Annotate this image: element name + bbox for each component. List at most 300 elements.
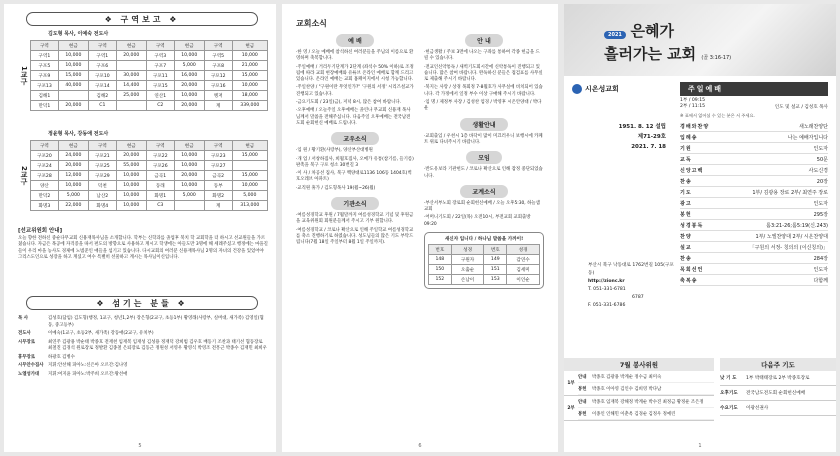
meeting-label: 모임 [466,151,502,164]
table-cell: 구역1 [88,51,116,61]
order-value: 1부/ 노엘찬양대 2부/ 시온찬양대 [755,233,828,240]
bible-table [428,244,540,285]
title-block [604,20,731,64]
notice-line: ※ 표에서 없어셨 수 있는 분은 서 주세요. [680,113,755,118]
bulletin-page-6 [282,4,558,452]
news-item: ·여름성경학교 / 코로나 확산으로 인해 주일학교 여름성경학교를 축소 진행하기로 하였습니다. 성도님들의 많은 기도 부탁드립니다(7월 18일 주일부터 8월 1일 주일까지). [296,227,414,246]
table-cell: 20,000 [174,81,204,91]
table-cell [232,161,267,171]
news-item: ·헌금생활 / 주보 3면에 나오는 구좌를 통하여 각종 헌금을 드릴 수 있습니다. [424,50,540,62]
worship-label: 예 배 [336,34,374,47]
founded: 1951. 8. 12 설립 [618,124,666,130]
order-key: 찬양 [680,233,692,240]
order-key: 성경봉독 [680,222,704,229]
table-cell: 153 [484,275,507,285]
church-logo [572,84,650,94]
table-cell: 동부 [204,181,232,191]
order-key: 설교 [680,244,692,251]
table-cell: 18,000 [232,91,267,101]
volunteer-names: 이종인 인해민 이춘옥 김경순 김정우 정예린 [592,411,676,417]
news-title: 교회소식 [296,19,327,28]
volunteer-block [564,358,714,421]
table-header-cell: 성경 [451,245,484,255]
table-cell: 5,000 [232,191,267,201]
date: 2021. 7. 18 [631,144,666,150]
bulletin-page-5 [4,4,276,452]
page-number: 1 [698,443,702,449]
region1-label: 1교구 [20,66,28,85]
volunteer-line [578,396,714,408]
tel: T. 051-331-6781 [588,287,626,292]
order-value: 295장 [813,211,828,218]
news-item: ·임 명 / 제정부 사장 / 김성찬 엄경 / 박영후 시온안양대 / 박다운 [424,100,542,112]
table-cell: 21,000 [232,61,267,71]
table-cell: 14,400 [116,81,146,91]
table-row [31,61,268,71]
table-cell: 만덕2 [31,191,59,201]
servants-title: 섬기는 분들 [112,298,172,308]
issue-info [576,122,666,152]
table-row [31,91,268,101]
table-header-cell: 현금 [232,41,267,51]
order-row [680,121,828,132]
table-cell: 10,000 [232,81,267,91]
order-key: 목회선언 [680,266,704,273]
volunteer-names: 박종호 김광용 박계순 정수금 최미숙 [592,374,662,380]
volunteer-label: 봉헌 [578,411,587,417]
table-header-cell: 구역 [204,141,232,151]
news-item: ·입 원 / 황기환(사랑부), 양산부산대병원 [296,148,373,154]
table-cell: 10,000 [232,51,267,61]
bottom-band [564,358,836,448]
table-cell: 10,000 [116,171,146,181]
table-cell: 25,000 [116,91,146,101]
order-row [680,198,828,209]
order-row [680,231,828,242]
next-prayer-list [720,371,836,416]
connect-label: 교계소식 [460,185,507,198]
table-cell: 김세미 [507,265,540,275]
table-cell: 김해1 [31,91,59,101]
table-cell: 152 [429,275,452,285]
region2-label: 2교구 [20,166,28,185]
news-item: ·개 업 / 서창하집사, 희월호집사, 오메가 유통(참기름, 들기름)판촉을 북구 구포 청소 30번길 3 [296,156,414,168]
table-cell: 5,000 [58,191,88,201]
volume: 제71-29호 [637,134,666,140]
region2-table [30,140,268,211]
table-header-cell: 구역 [88,41,116,51]
table-cell: 구포10 [88,71,116,81]
table-cell: 엥저 [204,91,232,101]
order-row [680,154,828,165]
volunteer-label: 안내 [578,399,587,405]
edu-items [296,148,414,192]
table-cell: 구포12 [204,71,232,81]
table-cell: 구포22 [146,151,174,161]
order-row [680,275,828,286]
table-cell: 구포26 [146,161,174,171]
table-cell: 양산 [31,181,59,191]
order-row [680,132,828,143]
life-items [424,134,544,147]
verse: (골 3:16-17) [701,55,732,61]
table-header-cell: 구역 [146,41,174,51]
table-row [31,161,268,171]
table-cell: 연산1 [146,91,174,101]
table-cell: 15,000 [232,71,267,81]
servant-role: 휴무장로 [18,354,35,360]
servant-names: 지휘:여지윤 피아노:박주희 오르간:왕선애 [48,371,128,377]
table-header-cell: 현금 [116,141,146,151]
order-value: 인도자 [813,266,828,273]
service-meta: 인도 및 설교 / 김성호 목사 [774,105,828,110]
next-key: 오후기도 [720,391,738,396]
missionary-block [18,226,268,261]
region1-block [18,30,268,111]
servant-role: 시무안수집사 [18,363,44,368]
order-key: 입례송 [680,134,698,141]
table-cell: 손남이 [451,275,484,285]
table-cell: 5,000 [174,61,204,71]
table-cell: 구포16 [204,81,232,91]
order-row [680,176,828,187]
volunteer-part: 1부 [567,381,575,386]
title-line2: 흘러가는 교회 [604,45,697,63]
order-of-service [680,121,828,286]
section-report-banner [26,12,258,26]
table-cell: 금곡1 [146,171,174,181]
table-cell: 구포6 [88,61,116,71]
order-key: 기원 [680,145,692,152]
table-cell: 10,000 [58,61,88,71]
order-value: 인도자 [813,145,828,152]
table-cell [116,61,146,71]
volunteer-line [578,383,714,395]
order-key: 교독 [680,156,692,163]
worship-items [296,50,414,127]
next-key: 수요기도 [720,406,738,411]
table-cell: 10,000 [116,191,146,201]
table-row [31,71,268,81]
servant-role: 시무장로 [18,339,35,345]
contact-info [588,262,678,310]
table-cell: 구포24 [31,161,59,171]
table-cell: 10,000 [174,91,204,101]
table-cell: 30,000 [116,71,146,81]
table-cell: 55,000 [116,161,146,171]
volunteer-row [564,371,714,396]
title-line1: 은혜가 [630,22,674,40]
volunteer-names: 박종호 이아영 김인수 김희영 박다남 [592,386,662,392]
diamond-icon: ❖ [96,298,113,308]
table-header-cell: 현금 [58,141,88,151]
servants-list [18,316,268,380]
news-item: ·여름성경학교 후원 / 7월말까지 여름성경학교 기념 및 후원금을 교육위원회 회원분들께서 주시고 기부 원합니다. [296,213,414,225]
table-cell: 화명3 [31,201,59,211]
table-cell [174,201,204,211]
order-key: 봉헌 [680,211,692,218]
table-cell: 구역5 [204,51,232,61]
table-cell: 구포29 [88,171,116,181]
table-cell: 10,000 [58,181,88,191]
table-cell: 구포9 [31,71,59,81]
order-value: 사도신경 [808,167,828,174]
table-header-cell: 구역 [31,141,59,151]
table-row [31,51,268,61]
volunteer-body [578,396,714,420]
table-header-cell: 현금 [232,141,267,151]
servant-row [18,372,268,379]
table-cell: 구포28 [31,171,59,181]
table-cell: 20,000 [174,101,204,111]
table-cell: 313,000 [232,201,267,211]
notice-items [424,50,544,113]
service-label: 주일예배 [680,82,828,96]
table-cell: 구포27 [204,161,232,171]
table-cell: 구포21 [88,151,116,161]
table-cell: 16,000 [174,71,204,81]
order-value: 1부/ 김광용 장로 2부/ 최연주 장로 [752,189,828,196]
org-label: 기관소식 [331,197,378,210]
table-cell: 15,000 [232,151,267,161]
section-report-title: 구역보고 [120,14,164,24]
servant-names: 지휘:안선해 피아노:신은아 오르간:김나영 [48,363,128,368]
order-value: 롬3:21-26;롬5:19(신.243) [766,222,828,229]
table-cell: 동래 [146,181,174,191]
table-cell: 10,000 [116,181,146,191]
table-cell: 오출순 [451,265,484,275]
order-key: 경배와찬양 [680,123,710,130]
servant-row [18,355,268,362]
region1-table [30,40,268,111]
table-header-cell: 구역 [31,41,59,51]
volunteer-title: 7월 봉사위원 [564,358,714,371]
table-cell: 김해2 [88,91,116,101]
servant-names: 하광호 김병수 [48,354,75,360]
servant-row [18,363,268,370]
table-cell: 10,000 [174,181,204,191]
news-item: ·전교인신약통독 / 새벽기도회시간에 신약통독이 진행되고 있습니다. 많은 참여 바랍니다. 완독하신 분들은 접검표를 사무실로 제출해 주시기 바랍니다. [424,64,543,83]
news-item: ·금요기도회 / 23일(금), 저녁 8시, 많은 참여 바랍니다. [296,100,401,106]
table-cell: C1 [88,101,116,111]
table-header-cell: 현금 [116,41,146,51]
table-cell: 화명4 [88,201,116,211]
order-value: 20장 [816,178,828,185]
fax: F. 051-331-6786 [588,303,626,308]
order-value: 나는 예배자입니다 [787,134,828,141]
table-cell: 10,000 [116,201,146,211]
order-value: 새노래찬양단 [799,123,828,130]
table-cell: 구포11 [146,71,174,81]
volunteer-label: 봉헌 [578,386,587,392]
table-row [429,255,540,265]
order-value: 다함께 [813,277,828,284]
news-item: ·반도유보라 기관헌도 / 코로나 확산으로 인해 잠정 중단되었습니다. [424,167,543,179]
diamond-icon: ❖ [163,14,180,24]
table-cell: 이인순 [507,275,540,285]
servants-banner [26,296,258,310]
table-header-cell: 현금 [58,41,88,51]
next-row [720,386,836,401]
table-cell: 구포15 [146,81,174,91]
volunteer-list [564,371,714,421]
order-row [680,143,828,154]
table-row [31,171,268,181]
news-item: ·어머니기도회 / 22일(목) 오전10시, 부전교회 교회출방 09:20 [424,215,531,227]
table-cell: 금곡2 [204,171,232,181]
next-value: 1부 박태태장로 2부 박종호장로 [746,376,810,381]
service-times: 1부 / 09:15 2부 / 11:15 [680,98,706,109]
table-cell: 20,000 [58,101,88,111]
address: 부산시 북구 낙동대로 1762번길 105(구포동) [588,263,674,276]
news-item: ·주일예배 / 거리두기단계가 2단계 (좌석수 50% 이하)로 조정됨에 따라 교회 현장예배와 유튜브 온라인 예배로 함께 드리고 있습니다. 온라인 예배는 교회 홈페이지에서 시청 가능합니다. [296,64,414,83]
table-cell: C3 [146,201,174,211]
servant-row [18,340,268,353]
table-cell: 24,000 [58,151,88,161]
table-cell: 구포8 [204,61,232,71]
table-cell: 감연수 [507,255,540,265]
next-row [720,371,836,386]
region2-block [18,130,268,211]
url-link[interactable]: http://zionc.kr [588,279,625,284]
church-name: 시온성교회 [585,85,619,93]
table-cell: 339,000 [232,101,267,111]
table-header-cell: 성경 [507,245,540,255]
table-cell: 구포14 [88,81,116,91]
table-cell: 20,000 [116,151,146,161]
table-cell: 덕천 [88,181,116,191]
order-key: 찬송 [680,178,692,185]
page-number: 5 [138,443,142,449]
table-cell: 10,000 [174,161,204,171]
table-cell: 20,000 [116,51,146,61]
table-row [429,275,540,285]
table-cell: 15,000 [58,71,88,81]
table-header-cell: 구역 [88,141,116,151]
diamond-icon: ❖ [104,14,121,24]
news-item: ·오후예배 / 오늘주일 오후예배는 졸린나 무교회 신용재 목사님께서 말씀을 전해주십니다. 다음주일 오후예배는 전국남전도회 순회헌신 예배로 드립니다. [296,108,411,126]
news-item: ·교회출입 / 우천시 1층 바닥이 많이 미끄러우니 보행시에 카페트 위로 다녀주시기 바랍니다. [424,133,543,145]
news-item: ·교직원 휴가 / 김도형목사 19(월~26(월) [296,185,376,191]
region2-head: 정윤형 목사, 강동애 전도사 [48,131,109,137]
news-left-column [296,34,414,249]
table-cell: 149 [484,255,507,265]
news-item: ·주일찬양 / "구원이란 무엇인가?" '구원의 서정' 시리즈설교가 진행되고 있습니다. [296,85,414,97]
servant-role: 전도사 [18,331,31,336]
order-row [680,209,828,220]
next-prayer-block [720,358,836,421]
table-cell: 만덕1 [31,101,59,111]
next-value: 전국남도전도회 순회헌신예배 [746,391,806,396]
table-header-cell: 구역 [146,141,174,151]
order-value: 50문 [816,156,828,163]
servant-role: 목 사 [18,316,29,321]
table-cell: 구포7 [146,61,174,71]
next-row [720,401,836,416]
table-header-cell: 번호 [429,245,452,255]
edu-label: 교우소식 [331,132,378,145]
table-cell: 남산2 [88,191,116,201]
table-row [31,101,268,111]
volunteer-row [564,396,714,421]
table-header-cell: 구역 [204,41,232,51]
table-cell: 148 [429,255,452,265]
table-cell: 20,000 [58,161,88,171]
servant-names: 이예숙(1교구, 초등2부, 새가족) 강동애(2교구, 유치부) [48,331,154,336]
table-row [31,81,268,91]
page-number: 6 [418,443,422,449]
servant-role: 노엘성가대 [18,371,40,377]
cover-header [564,4,836,76]
order-key: 광고 [680,200,692,207]
servant-names: 최연주 김광용 박순태 박종호 전재천 임재복 임재성 김성용 정재덕 강희범 김우호 배동기 조찬과 태기선 협동장로 최철진 김경석 원로장로 정발환 김종철 은퇴장로 김동근 정원성 서영우 황영식 박영조 전흥근 박종수 김재민 최희우 [48,339,267,351]
table-cell: 계 [204,201,232,211]
table-cell: 10,000 [174,151,204,161]
next-value: 이광선권사 [746,406,769,411]
new-member-box [424,232,544,289]
next-prayer-title: 다음주 기도 [720,358,836,371]
order-key: 축복송 [680,277,698,284]
table-row [31,201,268,211]
volunteer-names: 박종호 임재복 강해정 박계순 박수진 최정금 황정운 조은정 [592,399,704,405]
table-cell: 150 [429,265,452,275]
table-cell: 구포23 [204,151,232,161]
table-cell: 구포13 [31,81,59,91]
table-cell: 구원자 [451,255,484,265]
table-cell [58,91,88,101]
order-row [680,187,828,198]
church-logo-icon [572,84,582,94]
order-key: 찬송 [680,255,692,262]
news-item: ·북지는 사랑 / 상경 목회정 7-8월호가 사무실에 비치되어 있습니다. 각 가정에서 일정 부수 이상 구매해 주시기 바랍니다. [424,85,543,97]
region1-head: 김도형 목사, 이예숙 전도사 [48,31,109,37]
order-row [680,253,828,264]
table-header-cell: 현금 [174,141,204,151]
news-item: ·이 사 / 차공선 집사, 북구 백양대로1136 106동 1404호(벽호오레브 아파트) [296,171,412,183]
order-value: 인도자 [813,200,828,207]
table-cell [116,101,146,111]
order-row [680,165,828,176]
service-block [680,82,828,286]
order-value: 「구원의 서정- 칭의의 (이신칭의)」 [749,244,828,251]
table-cell: 10,000 [174,51,204,61]
volunteer-line [578,371,714,383]
news-item: ·한 영 / 오늘 예배에 참석하신 여러분들을 주님의 이름으로 환영하며 축복합니다. [296,50,414,62]
table-cell: 151 [484,265,507,275]
order-row [680,242,828,253]
news-item: ·부산서부노회 장로회 순회헌신예배 / 오늘 오후5:30, 하늘샘교회 [424,200,540,213]
next-key: 낮 기 도 [720,376,737,381]
missionary-text: 오늘 향한 전하신 중순다무교회 신용재목사님을 소개합니다. 학부는 신학과를 졸업후 북치 학 교회학을 더 하시고 선교원들을 가르쳤습니다. 자금은 목공에 자격증을 따서 펀도의 방향으로 사용하고 계시고 학생에는 아들도만 3명에 해 세례주셨고 행정에는 마을길들이 우리 마을 농사도 경제에 노범준인 애들을 섬기고 있습니다. 다시교회의 여러분 신용재목사님 2명의 자녀의 건강을 있었어야 그리스도인으로 성장을 하고 계셨고 여수 특별히 선물하고 계시는 목사님이신입니다. [18,236,268,260]
volunteer-part: 2부 [567,406,575,411]
order-row [680,220,828,231]
tel2: 6787 [632,295,644,300]
table-cell: 구포25 [88,161,116,171]
table-header-cell: 번호 [484,245,507,255]
servant-row [18,331,268,338]
news-right-column [424,34,544,289]
year-badge: 2021 [604,31,626,39]
table-row [31,191,268,201]
table-header-cell: 현금 [174,41,204,51]
missionary-title: [선교위원회 안내] [18,228,63,234]
servant-row [18,316,268,329]
meeting-items [424,167,544,180]
connect-items [424,201,544,228]
table-cell: 구역1 [31,51,59,61]
new-member-title: 새신자 입니다 / 하나님 말씀을 가까이! [444,237,524,243]
order-value: 284장 [813,255,828,262]
